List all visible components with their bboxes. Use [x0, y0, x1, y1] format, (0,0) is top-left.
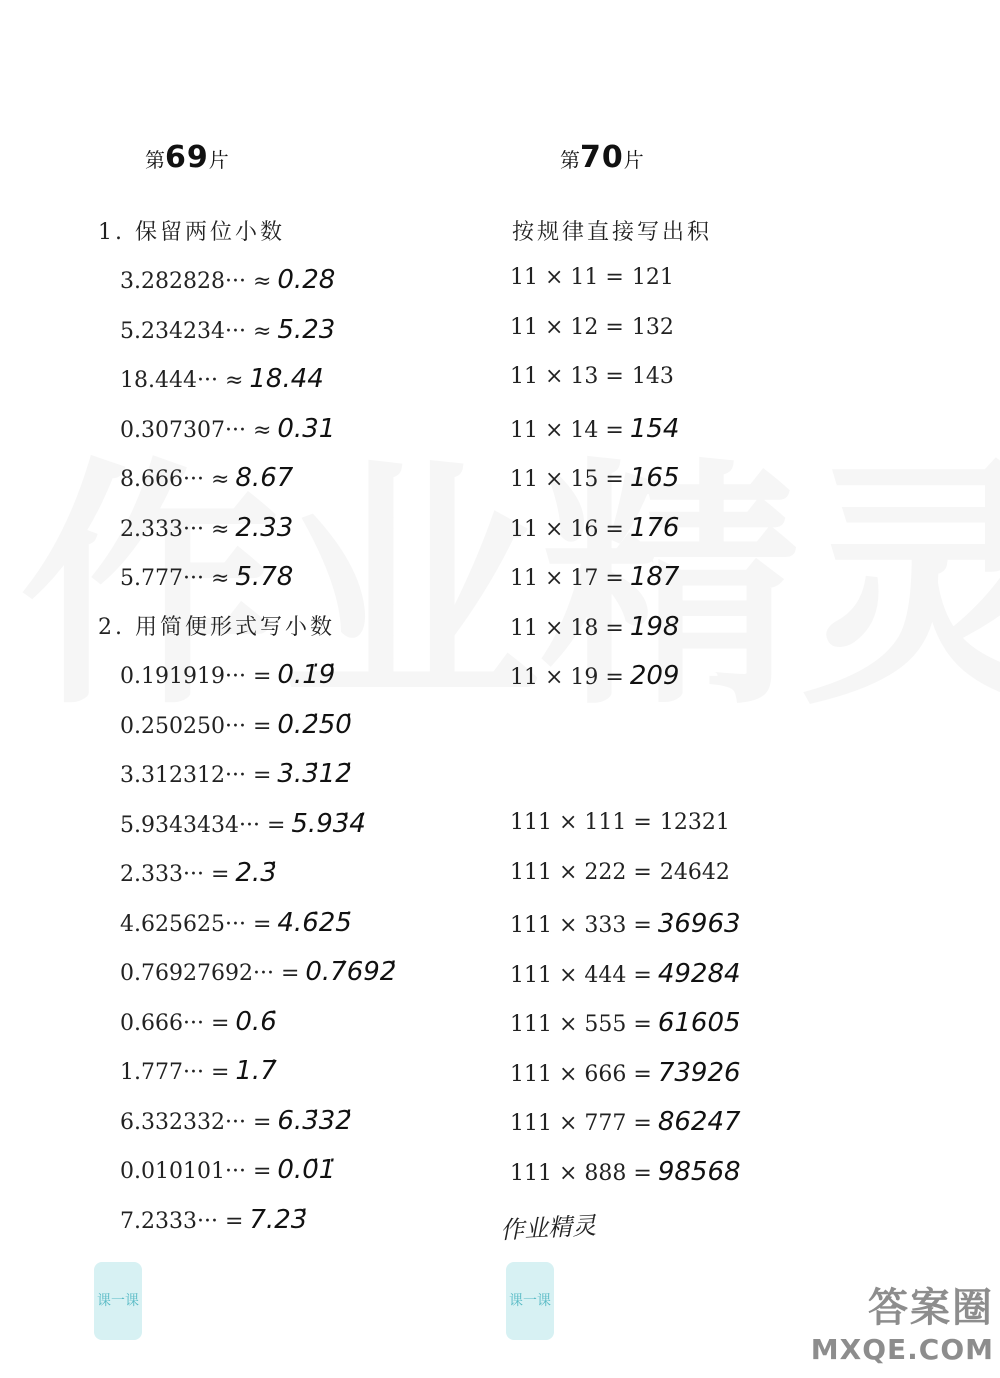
answer-text: 0.31: [277, 413, 336, 444]
problem-row: [510, 612, 679, 642]
problem-row: [120, 759, 352, 789]
problem-text: 111 × 777 =: [510, 1111, 652, 1136]
section2-heading: 2. 用简便形式写小数: [98, 615, 335, 640]
problem-text: 11 × 17 =: [510, 566, 624, 591]
answer-text: 0.6̇: [235, 1006, 277, 1037]
problem-text: 2.333··· ≈: [120, 516, 230, 542]
problem-row: [120, 513, 293, 543]
answer-text: 1.7̇: [235, 1056, 277, 1086]
problem-text: 5.234234··· ≈: [120, 318, 272, 344]
problem-text: 0.76927692··· =: [120, 961, 300, 986]
title-suffix: 片: [208, 148, 229, 172]
problem-row: [510, 315, 674, 340]
problem-text: 111 × 111 =: [510, 810, 652, 835]
problem-row: [510, 810, 730, 835]
problem-row: [120, 414, 335, 444]
answer-text: 18.44: [249, 364, 324, 394]
answer-text: 165: [629, 463, 680, 493]
problem-text: 111 × 222 =: [510, 859, 652, 885]
problem-row: [120, 710, 352, 740]
problem-text: 11 × 14 =: [510, 417, 624, 443]
answer-text: 0.1̇9̇: [277, 660, 336, 690]
problem-text: 11 × 15 =: [510, 467, 624, 492]
problem-row: [120, 1056, 277, 1086]
answer-text: 36963: [657, 909, 741, 939]
answer-text: 5.93̇4̇: [291, 808, 366, 839]
problem-text: 11 × 12 =: [510, 314, 624, 340]
problem-row: [510, 1157, 741, 1187]
problem-row: [120, 315, 335, 345]
problem-row: [120, 1106, 352, 1136]
problem-text: 8.666··· ≈: [120, 467, 230, 492]
answer-text: 73926: [657, 1057, 741, 1088]
problem-row: [120, 364, 324, 394]
problem-row: [510, 414, 679, 444]
problem-row: [510, 562, 679, 592]
answer-text: 24642: [659, 859, 730, 885]
problem-row: [510, 265, 674, 290]
problem-row: [510, 661, 679, 691]
problem-text: 2.333··· =: [120, 862, 230, 887]
answer-text: 176: [629, 512, 680, 543]
site-logo: [811, 1276, 994, 1366]
problem-text: 0.250250··· =: [120, 713, 272, 739]
title-number: 69: [165, 140, 209, 175]
answer-text: 132: [631, 314, 674, 340]
problem-row: [120, 908, 352, 938]
problem-row: [120, 858, 277, 888]
problem-row: [120, 1155, 335, 1185]
answer-text: 2.33: [235, 512, 294, 543]
problem-row: [510, 513, 679, 543]
problem-text: 3.282828··· ≈: [120, 269, 272, 294]
problem-row: [120, 809, 366, 839]
problem-row: [120, 660, 335, 690]
answer-text: 209: [629, 661, 680, 691]
answer-text: 187: [629, 562, 680, 592]
problem-text: 18.444··· ≈: [120, 368, 244, 393]
answer-text: 5.78: [235, 562, 294, 592]
problem-text: 1.777··· =: [120, 1060, 230, 1085]
answer-text: 121: [631, 265, 674, 290]
problem-row: [510, 860, 730, 885]
answer-text: 98568: [657, 1156, 741, 1187]
answer-text: 0.7̇692̇: [305, 957, 397, 987]
answer-text: 0.0̇1̇: [277, 1155, 336, 1185]
problem-text: 111 × 666 =: [510, 1061, 652, 1087]
page-badge-right: 课一课: [506, 1262, 554, 1340]
problem-row: [510, 364, 674, 389]
problem-row: [510, 1058, 741, 1088]
answer-text: 7.23̇: [249, 1204, 308, 1235]
page-title-right: [560, 140, 644, 175]
problem-row: [510, 909, 741, 939]
problem-row: [120, 957, 396, 987]
problem-text: 5.777··· ≈: [120, 566, 230, 591]
title-prefix: 第: [560, 148, 580, 172]
problem-row: [510, 1008, 741, 1038]
problem-row: [510, 463, 679, 493]
problem-row: [120, 1205, 307, 1235]
problem-text: 6.332332··· =: [120, 1109, 272, 1135]
problem-text: 11 × 18 =: [510, 615, 624, 641]
answer-text: 0.2̇50̇: [277, 709, 352, 740]
problem-row: [120, 463, 293, 493]
answer-text: 8.67: [235, 463, 294, 493]
problem-text: 11 × 16 =: [510, 516, 624, 542]
logo-text: 答案圈: [868, 1285, 994, 1331]
problem-text: 111 × 333 =: [510, 913, 652, 938]
problem-text: 0.010101··· =: [120, 1159, 272, 1184]
problem-text: 111 × 555 =: [510, 1012, 652, 1037]
answer-text: 2.3̇: [235, 858, 277, 888]
answer-text: 154: [629, 413, 680, 444]
problem-text: 4.625625··· =: [120, 911, 272, 937]
problem-row: [120, 1007, 277, 1037]
problem-text: 3.312312··· =: [120, 763, 272, 788]
problem-text: 0.666··· =: [120, 1010, 230, 1036]
answer-text: 4.6̇25̇: [277, 907, 352, 938]
title-suffix: 片: [623, 148, 644, 172]
problem-row: [510, 1107, 741, 1137]
problem-text: 7.2333··· =: [120, 1208, 244, 1234]
answer-text: 6.3̇32̇: [277, 1105, 352, 1136]
answer-text: 143: [631, 364, 674, 389]
problem-row: [510, 959, 741, 989]
problem-text: 5.9343434··· =: [120, 812, 286, 838]
answer-text: 198: [629, 611, 680, 642]
page-title-left: [145, 140, 229, 175]
problem-text: 11 × 13 =: [510, 364, 624, 389]
problem-text: 111 × 888 =: [510, 1160, 652, 1186]
title-prefix: 第: [145, 148, 165, 172]
answer-text: 49284: [657, 958, 741, 989]
problem-row: [120, 265, 335, 295]
answer-text: 12321: [659, 810, 730, 835]
logo-url: MXQE.COM: [810, 1333, 994, 1366]
page-badge-left: 课一课: [94, 1262, 142, 1340]
problem-text: 0.191919··· =: [120, 664, 272, 689]
answer-text: 5.23: [277, 314, 336, 345]
problem-text: 0.307307··· ≈: [120, 417, 272, 443]
answer-text: 61605: [657, 1008, 741, 1038]
problem-text: 111 × 444 =: [510, 962, 652, 988]
problem-text: 11 × 19 =: [510, 665, 624, 690]
section1-heading: 1. 保留两位小数: [98, 220, 285, 245]
right-heading: 按规律直接写出积: [512, 220, 713, 245]
answer-text: 3.3̇12̇: [277, 759, 352, 789]
problem-row: [120, 562, 293, 592]
title-number: 70: [580, 140, 624, 175]
problem-text: 11 × 11 =: [510, 265, 624, 290]
handwritten-signature: 作业精灵: [499, 1211, 597, 1245]
answer-text: 0.28: [277, 265, 336, 295]
answer-text: 86247: [657, 1107, 741, 1137]
